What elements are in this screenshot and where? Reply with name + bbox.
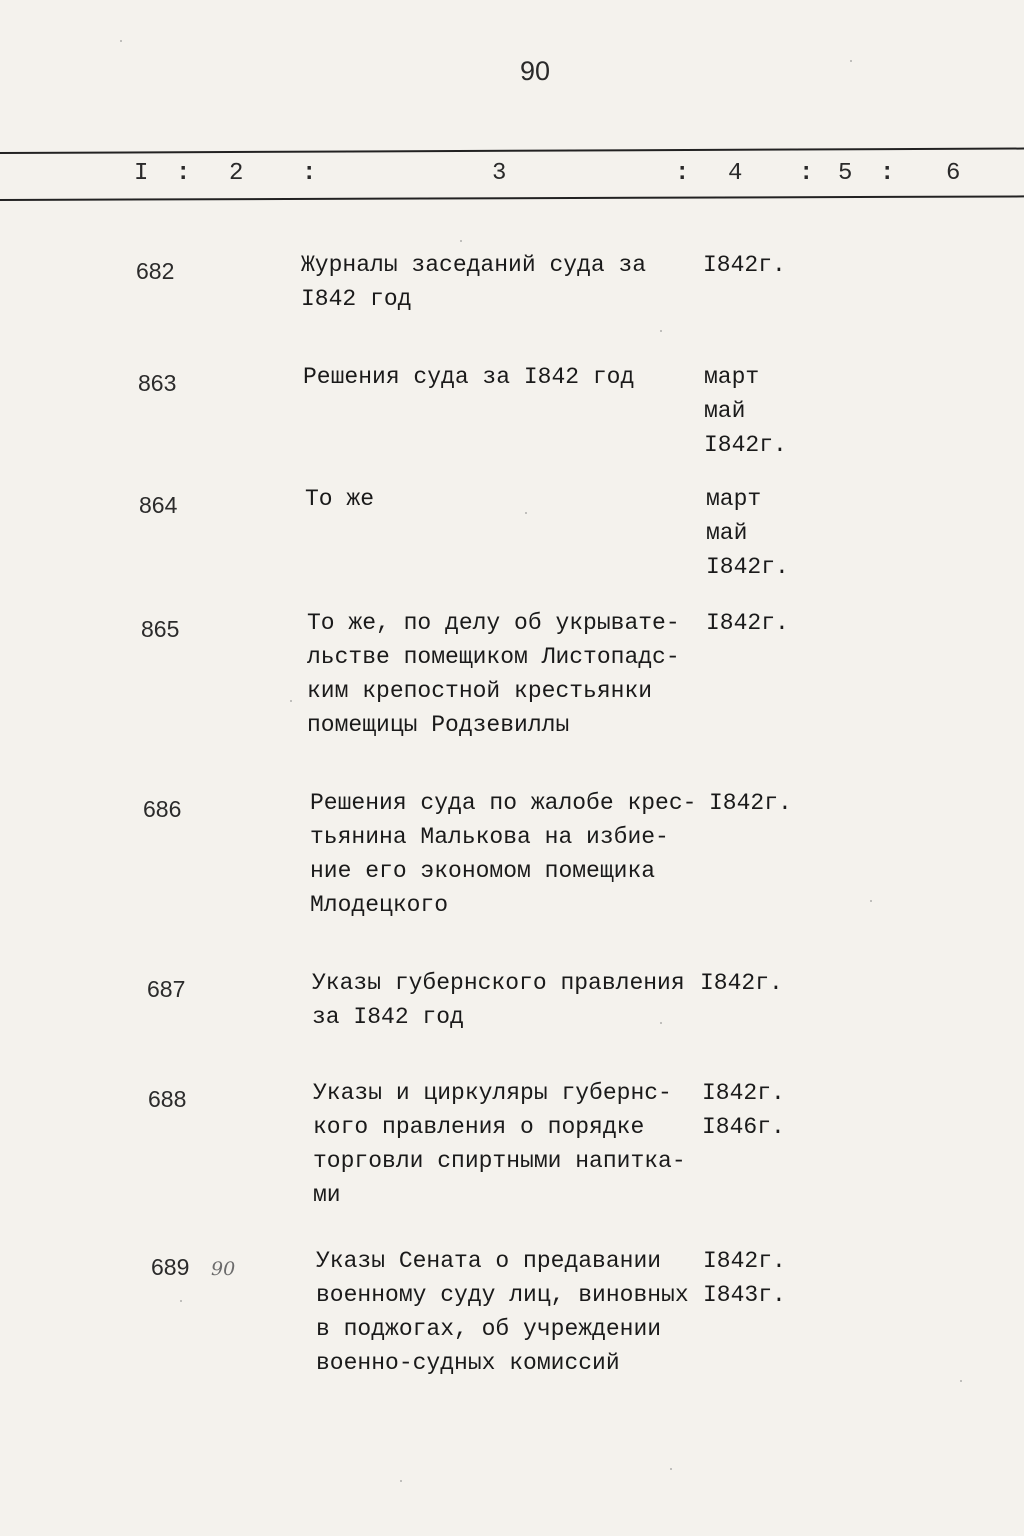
description-line: I842 год [301, 286, 412, 312]
column-header-4: 4 [728, 160, 743, 187]
column-header-3: 3 [492, 160, 507, 187]
header-rule-top [0, 148, 1024, 154]
entry-number: 864 [139, 492, 178, 518]
date-line: I842г. [709, 790, 792, 816]
description-line: Указы и циркуляры губернс- [313, 1080, 672, 1106]
description-line: Решения суда за I842 год [303, 364, 635, 390]
entry-number: 686 [143, 796, 182, 822]
description-line: помещицы Родзевиллы [307, 712, 570, 738]
date-line: май [704, 398, 746, 424]
date-line: I842г. [700, 970, 783, 996]
date-line: май [706, 520, 748, 546]
date-line: I842г. [706, 554, 789, 580]
description-line: То же, по делу об укрывате- [307, 610, 680, 636]
scan-speck [180, 1300, 182, 1302]
header-rule-bottom [0, 195, 1024, 201]
description-line: Млодецкого [310, 892, 449, 918]
column-separator: : [675, 160, 690, 187]
description-line: военно-судных комиссий [316, 1350, 620, 1376]
description-line: То же [305, 486, 375, 512]
date-line: I842г. [702, 1080, 785, 1106]
date-line: I842г. [703, 252, 786, 278]
description-line: в поджогах, об учреждении [316, 1316, 662, 1342]
date-line: I843г. [703, 1282, 786, 1308]
entry-number: 689 [151, 1254, 190, 1280]
entry-number: 863 [138, 370, 177, 396]
scan-speck [660, 1022, 662, 1024]
page-number: 90 [519, 56, 551, 86]
scan-speck [400, 1480, 402, 1482]
column-separator: : [799, 160, 814, 187]
description-line: ми [313, 1182, 341, 1208]
entry-number: 688 [148, 1086, 187, 1112]
description-line: ние его экономом помещика [310, 858, 656, 884]
description-line: Решения суда по жалобе крес- [310, 790, 697, 816]
entry-date [704, 360, 824, 462]
description-line: льстве помещиком Листопадс- [307, 644, 680, 670]
entry-description [307, 606, 707, 742]
description-line: кого правления о порядке [313, 1114, 645, 1140]
column-separator: : [176, 160, 191, 187]
entry-date [709, 786, 829, 820]
entry-date [703, 248, 823, 282]
column-header-5: 5 [838, 160, 853, 187]
entry-date [702, 1076, 822, 1144]
handwritten-note: 90 [211, 1258, 236, 1280]
entry-number: 682 [136, 258, 175, 284]
description-line: военному суду лиц, виновных [316, 1282, 689, 1308]
entry-date [706, 482, 826, 584]
description-line: Указы губернского правления [312, 970, 685, 996]
column-header-6: 6 [946, 160, 961, 187]
date-line: март [704, 364, 760, 390]
column-separator: : [302, 160, 317, 187]
description-line: Журналы заседаний суда за [301, 252, 647, 278]
entry-number: 687 [147, 976, 186, 1002]
entry-number: 865 [141, 616, 180, 642]
column-header-1: I [134, 160, 149, 187]
scan-speck [460, 240, 462, 242]
scan-speck [120, 40, 122, 42]
entry-date [706, 606, 826, 640]
description-line: торговли спиртными напитка- [313, 1148, 686, 1174]
entry-date [700, 966, 820, 1000]
description-line: ким крепостной крестьянки [307, 678, 653, 704]
scan-speck [870, 900, 872, 902]
date-line: I842г. [704, 432, 787, 458]
entry-description [312, 966, 712, 1034]
scan-speck [960, 1380, 962, 1382]
entry-description [305, 482, 705, 516]
description-line: за I842 год [312, 1004, 464, 1030]
date-line: март [706, 486, 762, 512]
entry-description [310, 786, 710, 922]
date-line: I842г. [703, 1248, 786, 1274]
description-line: тьянина Малькова на избие- [310, 824, 669, 850]
column-header-2: 2 [229, 160, 244, 187]
scan-speck [850, 60, 852, 62]
date-line: I842г. [706, 610, 789, 636]
entry-date [703, 1244, 823, 1312]
scan-speck [290, 700, 292, 702]
description-line: Указы Сената о предавании [316, 1248, 662, 1274]
entry-description [301, 248, 701, 316]
entry-description [313, 1076, 713, 1212]
column-separator: : [880, 160, 895, 187]
scan-speck [660, 330, 662, 332]
entry-description [316, 1244, 716, 1380]
scan-speck [525, 512, 527, 514]
scan-speck [670, 1468, 672, 1470]
date-line: I846г. [702, 1114, 785, 1140]
entry-description [303, 360, 703, 394]
